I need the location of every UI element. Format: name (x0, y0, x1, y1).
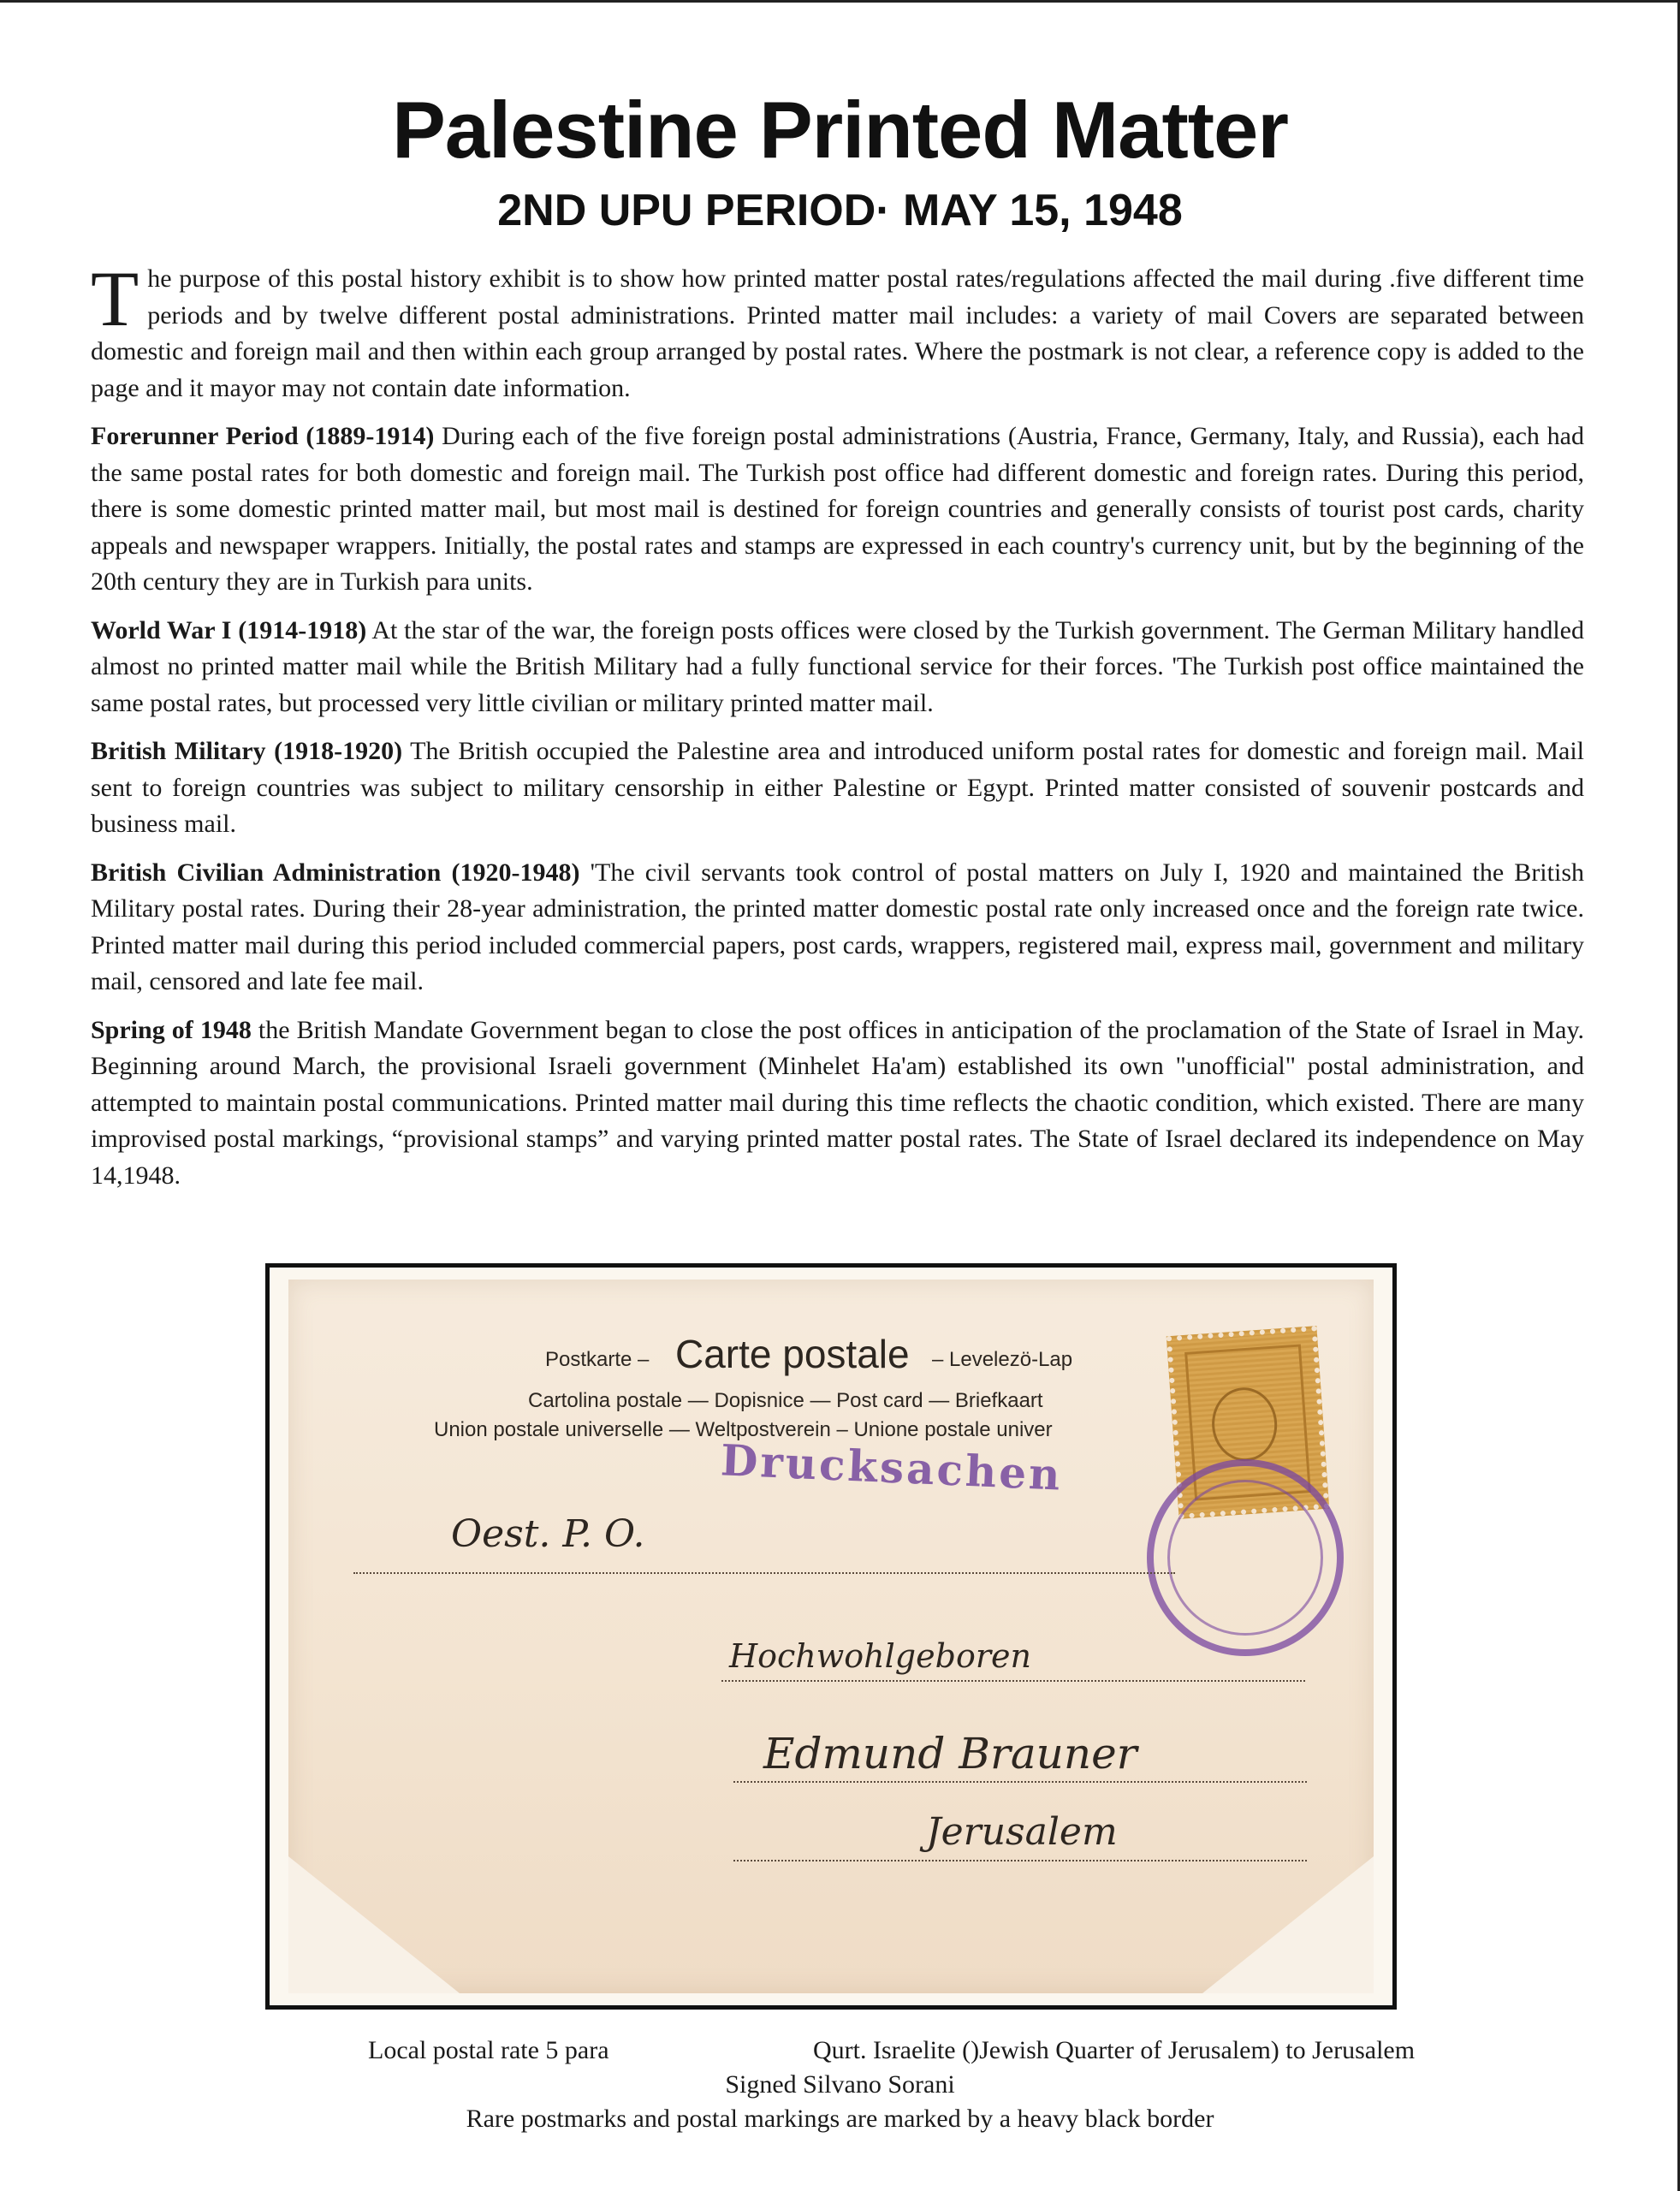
postcard-heading: Carte postale (675, 1332, 910, 1376)
caption-rate: Local postal rate 5 para (368, 2036, 609, 2064)
section-text: the British Mandate Government began to close the post offices in anticipation of the proclamation of the State of Israel in May. Beginning around March, the provisional Israeli government (Minhelet Ha'am) established its own "unofficial" postal administration, and attempted to maintain postal communications. Printed matter mail during this time reflects the chaotic condition, which existed. There are many improvised postal markings, “provisional stamps” and varying printed matter postal rates. The State of Israel declared its independence on May 14,1948. (91, 1015, 1584, 1190)
section-heading: British Civilian Administration (1920-1948) (91, 858, 580, 887)
postmark-cancel (1147, 1459, 1344, 1656)
intro-paragraph (91, 255, 1584, 407)
mounting-corner (288, 1856, 460, 1993)
address-line (353, 1572, 1175, 1574)
intro-text: he purpose of this postal history exhibit is to show how printed matter postal rates/regulations affected the mail during .five different time periods and by twelve different postal administrations. Printed matter mail includes: a variety of mail Covers are separated between domestic and foreign mail and then within each group arranged by postal rates. Where the postmark is not clear, a reference copy is added to the page and it mayor may not contain date information. (91, 264, 1584, 402)
section-text: At the star of the war, the foreign posts offices were closed by the Turkish government. The German Military handled almost no printed matter mail while the British Military had a fully functional service for their forces. 'The Turkish post office maintained the same postal rates, but processed very little civilian or military printed matter mail. (91, 615, 1584, 717)
section-text: During each of the five foreign postal administrations (Austria, France, Germany, Italy, and Russia), each had the same postal rates for both domestic and foreign mail. The Turkish post office had different domestic and foreign rates. During this period, there is some domestic printed matter mail, but most mail is destined for foreign countries and generally consists of tourist post cards, charity appeals and newspaper wrappers. Initially, the postal rates and stamps are expressed in each country's currency unit, but by the beginning of the 20th century they are in Turkish para units. (91, 422, 1584, 596)
page-border-top (0, 0, 1680, 3)
section-heading: World War I (1914-1918) (91, 615, 367, 644)
section-heading: Spring of 1948 (91, 1015, 252, 1044)
section-heading: British Military (1918-1920) (91, 737, 403, 765)
page-subtitle: 2ND UPU PERIOD· MAY 15, 1948 (497, 186, 1183, 235)
handwriting-city: Jerusalem (926, 1810, 1118, 1854)
section-text: 'The civil servants took control of postal matters on July I, 1920 and maintained the British Military postal rates. During their 28-year administration, the printed matter domestic postal rate only increased once and the foreign rate twice. Printed matter mail during this period included commercial papers, post cards, wrappers, registered mail, express mail, government and military mail, censored and late fee mail. (91, 858, 1584, 995)
section-text: The British occupied the Palestine area and introduced uniform postal rates for domestic and foreign mail. Mail sent to foreign countries was subject to military censorship in either Palestine or Egypt. Printed matter consisted of souvenir postcards and business mail. (91, 737, 1584, 838)
postcard-heading-right: – Levelezö-Lap (932, 1348, 1073, 1371)
postcard-languages: Cartolina postale — Dopisnice — Post card — Briefkaart (528, 1389, 1043, 1412)
section-spring-1948 (91, 1012, 1584, 1195)
page-title: Palestine Printed Matter (392, 85, 1288, 175)
section-heading: Forerunner Period (1889-1914) (91, 422, 435, 450)
address-line (733, 1860, 1307, 1861)
address-line (733, 1781, 1307, 1783)
handwriting-salutation: Hochwohlgeboren (729, 1637, 1031, 1675)
handwriting-address-line: Oest. P. O. (451, 1512, 645, 1556)
drucksachen-cachet: Drucksachen (719, 1434, 1064, 1500)
exhibit-text (91, 255, 1584, 1206)
postcard-upu-line: Union postale universelle — Weltpostverein – Unione postale univer (434, 1418, 1053, 1441)
mounting-corner (1202, 1856, 1374, 1993)
postcard-frame (265, 1263, 1397, 2010)
section-forerunner (91, 419, 1584, 601)
section-british-civilian (91, 855, 1584, 1000)
section-ww1 (91, 613, 1584, 722)
drop-cap: T (91, 255, 140, 342)
caption-note: Rare postmarks and postal markings are marked by a heavy black border (466, 2105, 1214, 2133)
handwriting-name: Edmund Brauner (763, 1729, 1137, 1778)
section-british-military (91, 733, 1584, 843)
address-line (721, 1680, 1305, 1682)
postcard-heading-left: Postkarte – (545, 1348, 650, 1371)
postcard-image (288, 1280, 1374, 1993)
caption-route: Qurt. Israelite ()Jewish Quarter of Jerusalem) to Jerusalem (813, 2036, 1416, 2064)
caption-signed: Signed Silvano Sorani (725, 2070, 955, 2099)
